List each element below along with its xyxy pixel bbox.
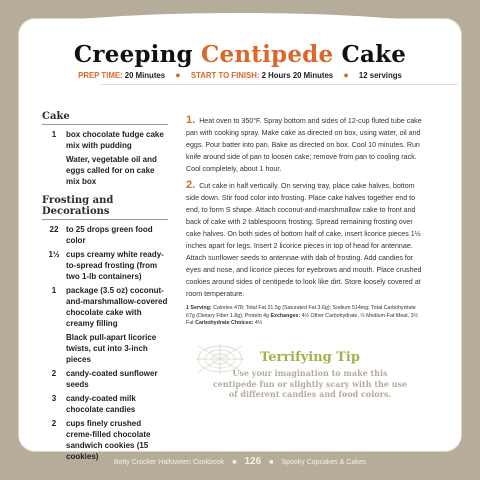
finish-label: START TO FINISH: <box>190 71 260 80</box>
ingredient-quantity: 1½ <box>48 250 60 259</box>
carb-label: Carbohydrate Choices: <box>195 320 254 327</box>
tip-title: Terrifying Tip <box>260 350 360 365</box>
divider <box>100 84 458 85</box>
serving-label: 1 Serving: <box>186 305 212 311</box>
ingredient-row <box>42 285 168 329</box>
step-number: 2. <box>186 179 196 191</box>
direction-step-2 <box>186 179 424 300</box>
frosting-heading: Frosting and Decorations <box>42 195 168 220</box>
tip-box <box>210 350 410 400</box>
bullet-icon: ■ <box>269 459 274 466</box>
directions <box>186 114 424 328</box>
ingredient-text: package (3.5 oz) coconut-and-marshmallow-covered chocolate cake with creamy filling <box>66 286 168 328</box>
bullet-icon: ■ <box>232 459 237 466</box>
ingredient-quantity: 2 <box>51 369 57 378</box>
page-footer <box>0 456 480 467</box>
prep-value: 20 Minutes <box>124 71 166 80</box>
ingredient-row <box>42 249 168 282</box>
direction-step-1 <box>186 114 424 175</box>
step-text: Cut cake in half vertically. On serving tray, place cake halves, bottom side down. Stir food color into frosting. Place cake halves together end to end, to form S shape. Attach coconut-and-marshmallow cake to front and back of cake with 2 tablespoons frosting. Spread remaining frosting over cake halves. On both sides of bottom half of cake, insert licorice pieces 1½ inches apart for legs. Insert 2 licorice pieces in top of head for antennae. Attach sunflower seeds to antennae with dab of frosting. Add candies for eyes and nose, and licorice pieces for eyebrows and mouth. Place crushed cookies around sides of centipede to look like dirt. Store loosely covered at room temperature. <box>186 182 422 298</box>
ingredient-text: box chocolate fudge cake mix with pudding <box>66 130 164 150</box>
ingredient-text: Water, vegetable oil and eggs called for on cake mix box <box>66 155 157 186</box>
servings-value: 12 servings <box>358 71 402 80</box>
spider-web-icon <box>196 344 244 374</box>
ingredient-text: Black pull-apart licorice twists, cut into 3-inch pieces <box>66 333 157 364</box>
ingredient-row <box>42 154 168 187</box>
exchanges-label: Exchanges: <box>270 312 301 319</box>
ingredient-quantity: 1 <box>51 286 57 295</box>
footer-section: Spooky Cupcakes & Cakes <box>281 459 367 466</box>
ingredient-row <box>42 332 168 365</box>
recipe-title <box>19 41 461 68</box>
exchanges-text: 4½ Other Carbohydrate, ½ Medium-Fat Meat, 3½ Fat <box>186 312 418 327</box>
tip-text: Use your imagination to make this centipede fun or slightly scary with the use of different candies and food colors. <box>212 368 408 399</box>
ingredient-row <box>42 368 168 390</box>
carb-text: 4½ <box>253 320 263 327</box>
frosting-ingredient-list <box>42 224 168 462</box>
title-part-1: Creeping <box>73 41 202 68</box>
ingredient-row <box>42 224 168 246</box>
finish-value: 2 Hours 20 Minutes <box>261 71 334 80</box>
prep-label: PREP TIME: <box>78 71 123 80</box>
step-number: 1. <box>186 114 196 126</box>
step-text: Heat oven to 350°F. Spray bottom and sides of 12-cup fluted tube cake pan with cooking spray. Make cake as directed on box, using water, oil and eggs. Pour batter into pan. Bake as directed on box. Cool 10 minutes. Run knife around side of pan to loosen cake; remove from pan to cooling rack. Cool completely, about 1 hour. <box>186 117 422 173</box>
ingredient-quantity: 22 <box>49 225 59 234</box>
ingredient-row <box>42 393 168 415</box>
ingredient-row <box>42 129 168 151</box>
ingredient-text: cups finely crushed creme-filled chocolate sandwich cookies (15 cookies) <box>66 419 151 461</box>
ingredient-quantity: 2 <box>51 419 57 428</box>
cake-ingredient-list <box>42 129 168 187</box>
bullet-icon: ● <box>343 70 349 80</box>
cake-heading: Cake <box>42 111 168 125</box>
nutrition-info <box>186 305 424 328</box>
ingredient-text: to 25 drops green food color <box>66 225 153 245</box>
ingredient-quantity <box>42 154 66 187</box>
title-part-2: Cake <box>333 41 407 68</box>
footer-book-title: Betty Crocker Halloween Cookbook <box>113 459 225 466</box>
ingredient-text: candy-coated sunflower seeds <box>66 369 158 389</box>
page-number: 126 <box>244 456 262 467</box>
ingredient-quantity <box>42 332 66 365</box>
ingredients-column <box>42 111 168 465</box>
ingredient-text: cups creamy white ready-to-spread frosting (from two 1-lb containers) <box>66 250 164 281</box>
recipe-meta <box>0 70 480 80</box>
ingredient-quantity: 3 <box>51 394 57 403</box>
serving-text: Calories 478; Total Fat 21.5g (Saturated Fat 3.6g); Sodium 514mg; Total Carbohydrate 67g (Dietary Fiber 1.8g); Protein 4g <box>186 305 416 319</box>
ingredient-text: candy-coated milk chocolate candies <box>66 394 136 414</box>
bullet-icon: ● <box>175 70 181 80</box>
ingredient-quantity: 1 <box>51 130 57 139</box>
title-accent-word: Centipede <box>201 41 334 68</box>
